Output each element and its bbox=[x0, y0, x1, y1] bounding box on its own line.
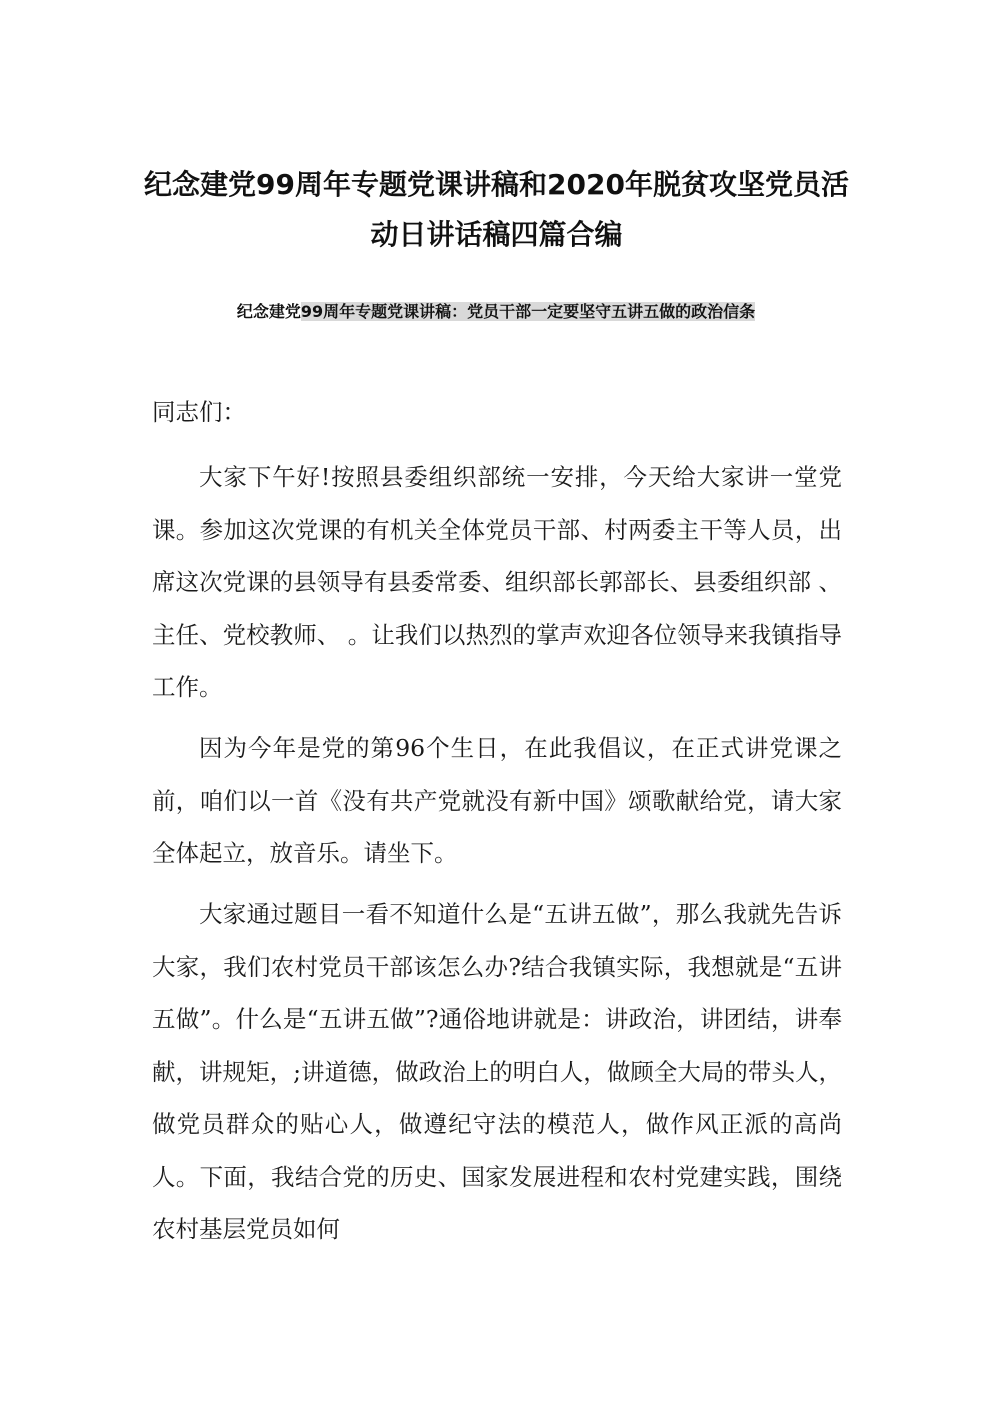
subtitle-text: 纪念建党 bbox=[236, 302, 301, 321]
greeting: 同志们： bbox=[152, 398, 246, 426]
subtitle-highlight: 99周年专题党课讲稿：党员干部一定要坚守五讲五做的政治信条 bbox=[300, 302, 756, 321]
document-title: 纪念建党99周年专题党课讲稿和2020年脱贫攻坚党员活动日讲话稿四篇合编 bbox=[144, 168, 849, 251]
paragraph-1: 大家下午好!按照县委组织部统一安排，今天给大家讲一堂党课。参加这次党课的有机关全体党员干部、村两委主干等人员，出席这次党课的县领导有县委常委、组织部长郭部长、县委组织部 、 主任、党校教师、 。让我们以热烈的掌声欢迎各位领导来我镇指导工作。 bbox=[152, 463, 842, 701]
document-subtitle bbox=[170, 299, 822, 325]
paragraph-2: 因为今年是党的第96个生日，在此我倡议，在正式讲党课之前，咱们以一首《没有共产党就没有新中国》颂歌献给党，请大家全体起立，放音乐。请坐下。 bbox=[152, 734, 842, 867]
paragraph-3: 大家通过题目一看不知道什么是“五讲五做”，那么我就先告诉大家，我们农村党员干部该怎么办?结合我镇实际，我想就是“五讲五做”。什么是“五讲五做”?通俗地讲就是：讲政治，讲团结，讲奉献，讲规矩，;讲道德，做政治上的明白人，做顾全大局的带头人，做党员群众的贴心人，做遵纪守法的模范人，做作风正派的高尚人。下面，我结合党的历史、国家发展进程和农村党建实践，围绕农村基层党员如何 bbox=[152, 900, 842, 1243]
